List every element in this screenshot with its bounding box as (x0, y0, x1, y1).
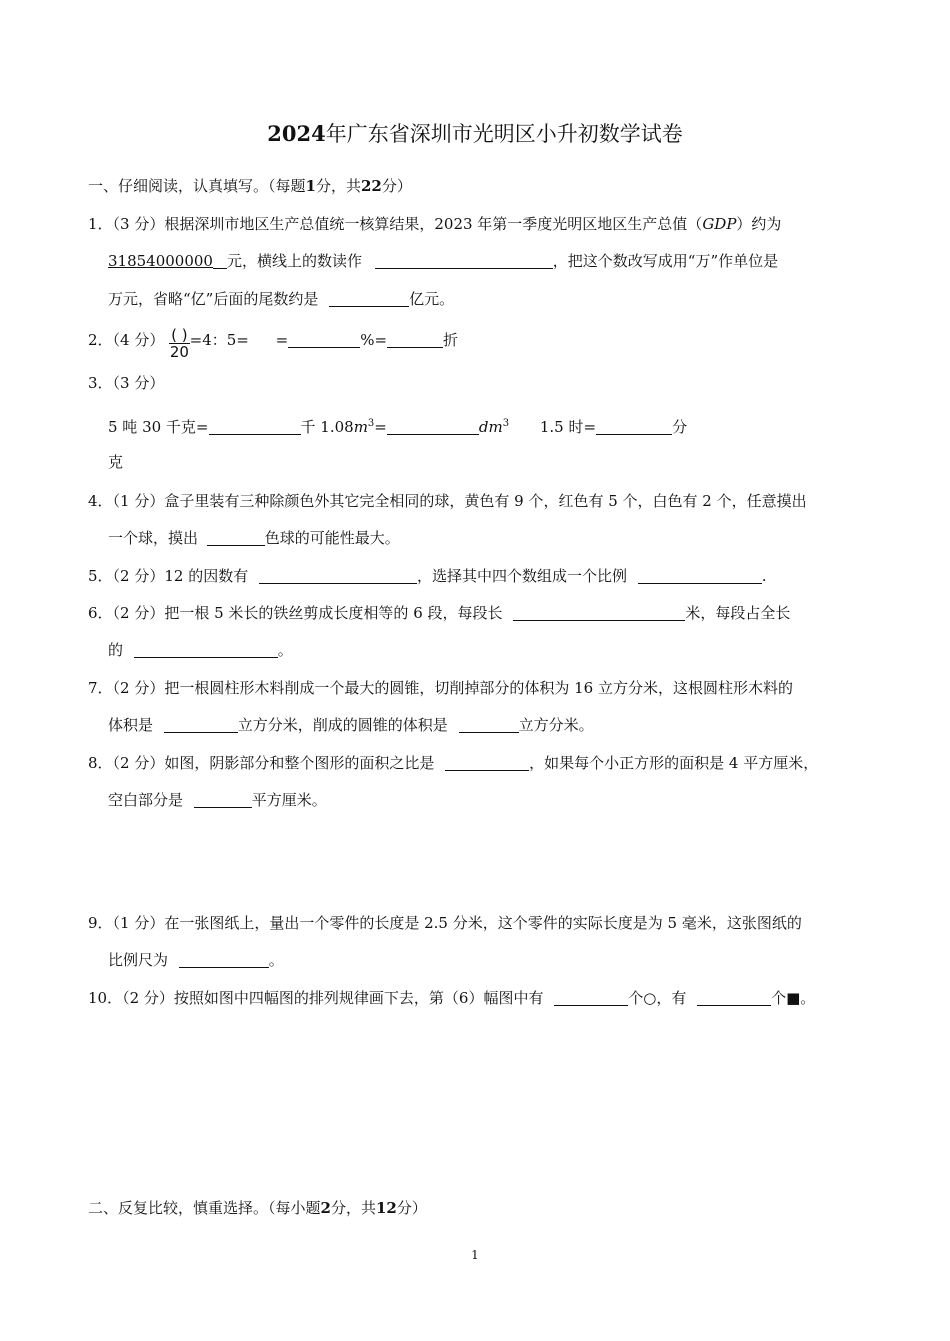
page-title (0, 118, 950, 148)
answer-blank[interactable] (209, 418, 301, 435)
question-1-line-2: 31854000000 元，横线上的数读作 ，把这个数改写成用“万”作单位是 (108, 252, 779, 270)
section1-header: 一、仔细阅读，认真填写。（每题1分，共22分） (88, 177, 412, 195)
question-9-line-1: 9．（1 分）在一张图纸上，量出一个零件的长度是 2.5 分米，这个零件的实际长度是为 5 毫米，这张图纸的 (88, 914, 802, 932)
question-6-line-1: 6．（2 分）把一根 5 米长的铁丝剪成长度相等的 6 段，每段长 米，每段占全长 (88, 604, 791, 622)
answer-blank[interactable] (207, 529, 265, 546)
title-year: 2024 (267, 121, 326, 146)
section2-header: 二、反复比较，慎重选择。（每小题2分，共12分） (88, 1199, 427, 1217)
question-1-line-1: 1．（3 分）根据深圳市地区生产总值统一核算结果，2023 年第一季度光明区地区生产总值（GDP）约为 (88, 215, 782, 233)
answer-blank[interactable] (134, 641, 278, 658)
answer-blank[interactable] (288, 331, 360, 348)
question-3-header: 3．（3 分） (88, 374, 165, 392)
question-2: 2．（4 分） $\frac{( )}{20}$ =4：5= = %= 折 (88, 326, 459, 361)
page-number: 1 (471, 1248, 479, 1262)
answer-blank[interactable] (375, 252, 553, 269)
answer-blank[interactable] (554, 989, 628, 1006)
answer-blank[interactable] (179, 951, 269, 968)
answer-blank[interactable] (194, 791, 252, 808)
question-7-line-2: 体积是 立方分米，削成的圆锥的体积是 立方分米。 (108, 716, 594, 734)
answer-blank[interactable] (259, 567, 417, 584)
answer-blank[interactable] (697, 989, 771, 1006)
question-5: 5．（2 分）12 的因数有 ，选择其中四个数组成一个比例 . (88, 567, 767, 585)
question-1-line-3: 万元，省略“亿”后面的尾数约是 亿元。 (108, 290, 455, 308)
answer-blank[interactable] (387, 418, 479, 435)
answer-blank[interactable] (387, 331, 443, 348)
question-6-line-2: 的 。 (108, 641, 293, 659)
answer-blank[interactable] (513, 604, 685, 621)
answer-blank[interactable] (164, 716, 238, 733)
answer-blank[interactable] (596, 418, 672, 435)
question-10: 10．（2 分）按照如图中四幅图的排列规律画下去，第（6）幅图中有 个○，有 个■。 (88, 989, 816, 1007)
question-4-line-1: 4．（1 分）盒子里装有三种除颜色外其它完全相同的球，黄色有 9 个，红色有 5 个，白色有 2 个，任意摸出 (88, 492, 807, 510)
question-4-line-2: 一个球，摸出 色球的可能性最大。 (108, 529, 400, 547)
question-7-line-1: 7．（2 分）把一根圆柱形木料削成一个最大的圆锥，切削掉部分的体积为 16 立方分米，这根圆柱形木料的 (88, 679, 793, 697)
question-3-line-1: 5 吨 30 千克= 千 $1.08m^3= dm^3$ 1.5 时= 分 (108, 418, 688, 436)
answer-blank[interactable] (638, 567, 762, 584)
question-3-line-2: 克 (108, 453, 124, 471)
answer-blank[interactable] (459, 716, 519, 733)
underlined-number: 31854000000 (108, 252, 213, 270)
answer-blank[interactable] (329, 290, 409, 307)
fraction: $\frac{( )}{20}$ (169, 326, 189, 361)
answer-blank[interactable] (445, 754, 529, 771)
question-9-line-2: 比例尺为 。 (108, 951, 284, 969)
question-8-line-1: 8．（2 分）如图，阴影部分和整个图形的面积之比是 ，如果每个小正方形的面积是 4 平方厘米， (88, 754, 819, 772)
question-8-line-2: 空白部分是 平方厘米。 (108, 791, 327, 809)
title-text: 年广东省深圳市光明区小升初数学试卷 (325, 122, 683, 146)
underline-tail (213, 252, 227, 269)
